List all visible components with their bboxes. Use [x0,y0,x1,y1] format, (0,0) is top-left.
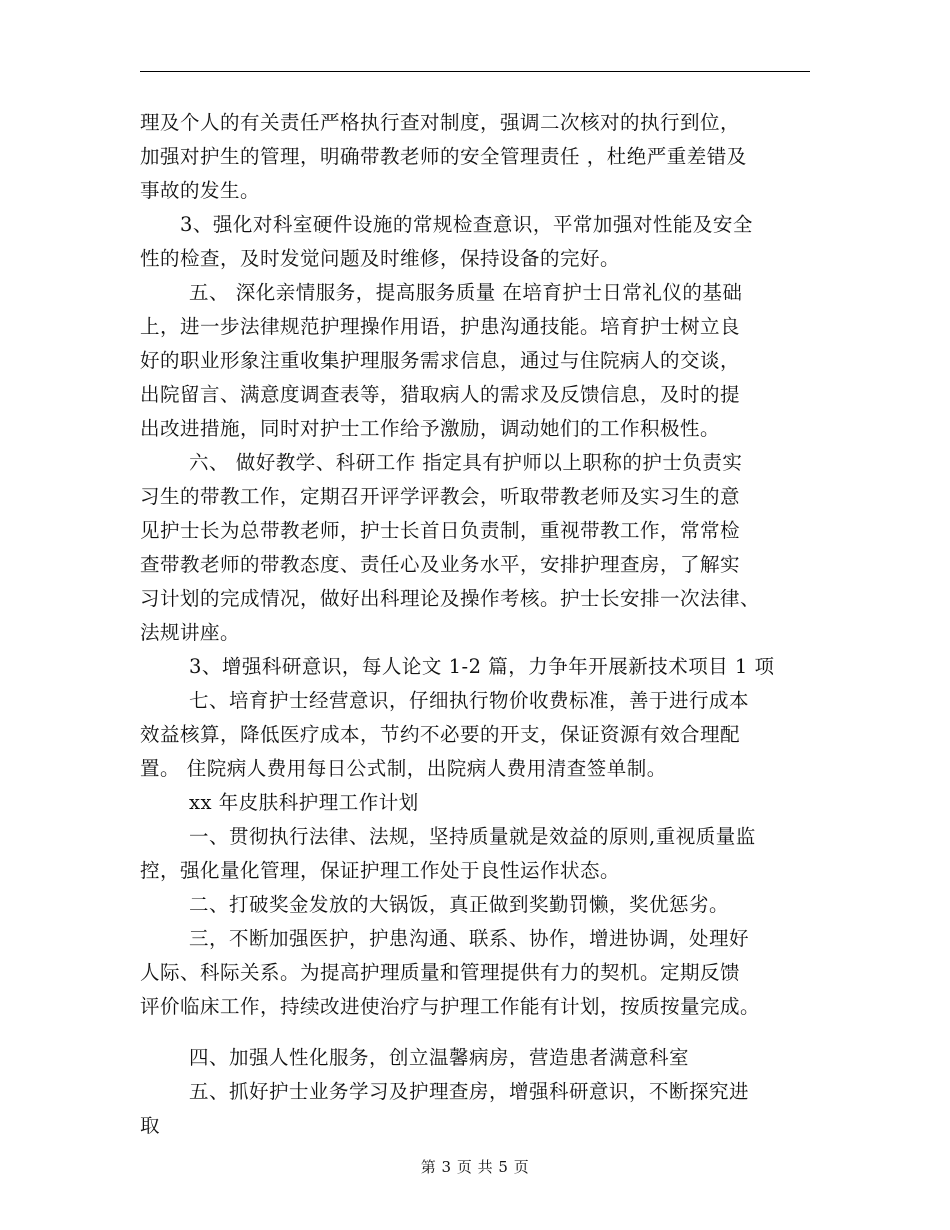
body-line: 效益核算，降低医疗成本，节约不必要的开支，保证资源有效合理配 [140,723,741,746]
body-line: 五、 深化亲情服务，提高服务质量 在培育护士日常礼仪的基础 [189,281,743,304]
body-line: 上，进一步法律规范护理操作用语，护患沟通技能。培育护士树立良 [140,315,741,338]
body-line: 事故的发生。 [140,179,261,202]
body-line: 性的检查，及时发觉问题及时维修，保持设备的完好。 [140,247,621,270]
body-line: 一、贯彻执行法律、法规，坚持质量就是效益的原则,重视质量监 [189,825,756,848]
body-line: 好的职业形象注重收集护理服务需求信息，通过与住院病人的交谈， [140,349,741,372]
body-line: 评价临床工作，持续改进使治疗与护理工作能有计划，按质按量完成。 [140,995,761,1018]
body-line: 取 [140,1114,161,1137]
body-line: 出改进措施，同时对护士工作给予激励，调动她们的工作积极性。 [140,417,721,440]
body-line: 七、培育护士经营意识，仔细执行物价收费标准，善于进行成本 [189,689,750,712]
header-rule [140,71,810,72]
body-line: 五、抓好护士业务学习及护理查房，增强科研意识，不断探究进 [189,1080,750,1103]
body-line: 二、打破奖金发放的大锅饭，真正做到奖勤罚懒，奖优惩劣。 [189,893,730,916]
body-line: 3、强化对科室硬件设施的常规检查意识，平常加强对性能及安全 [180,213,753,236]
section-title: xx 年皮肤科护理工作计划 [189,791,419,814]
body-line: 习生的带教工作，定期召开评学评教会，听取带教老师及实习生的意 [140,485,741,508]
body-line: 置。 住院病人费用每日公式制，出院病人费用清查签单制。 [140,757,667,780]
body-line: 控，强化量化管理，保证护理工作处于良性运作状态。 [140,859,621,882]
body-line: 习计划的完成情况，做好出科理论及操作考核。护士长安排一次法律、 [140,587,761,610]
body-line: 四、加强人性化服务，创立温馨病房，营造患者满意科室 [189,1046,690,1069]
body-line: 人际、科际关系。为提高护理质量和管理提供有力的契机。定期反馈 [140,961,741,984]
body-line: 加强对护生的管理，明确带教老师的安全管理责任 ，杜绝严重差错及 [140,145,747,168]
page-number: 第 3 页 共 5 页 [420,1158,530,1176]
body-line: 见护士长为总带教老师，护士长首日负责制，重视带教工作，常常检 [140,519,741,542]
body-line: 查带教老师的带教态度、责任心及业务水平，安排护理查房，了解实 [140,553,741,576]
body-line: 六、 做好教学、科研工作 指定具有护师以上职称的护士负责实 [189,451,743,474]
body-line: 法规讲座。 [140,621,241,644]
body-line: 3、增强科研意识，每人论文 1-2 篇，力争年开展新技术项目 1 项 [189,655,775,678]
body-line: 三，不断加强医护，护患沟通、联系、协作，增进协调，处理好 [189,927,750,950]
body-line: 理及个人的有关责任严格执行查对制度，强调二次核对的执行到位， [140,111,741,134]
body-line: 出院留言、满意度调查表等，猎取病人的需求及反馈信息，及时的提 [140,383,741,406]
